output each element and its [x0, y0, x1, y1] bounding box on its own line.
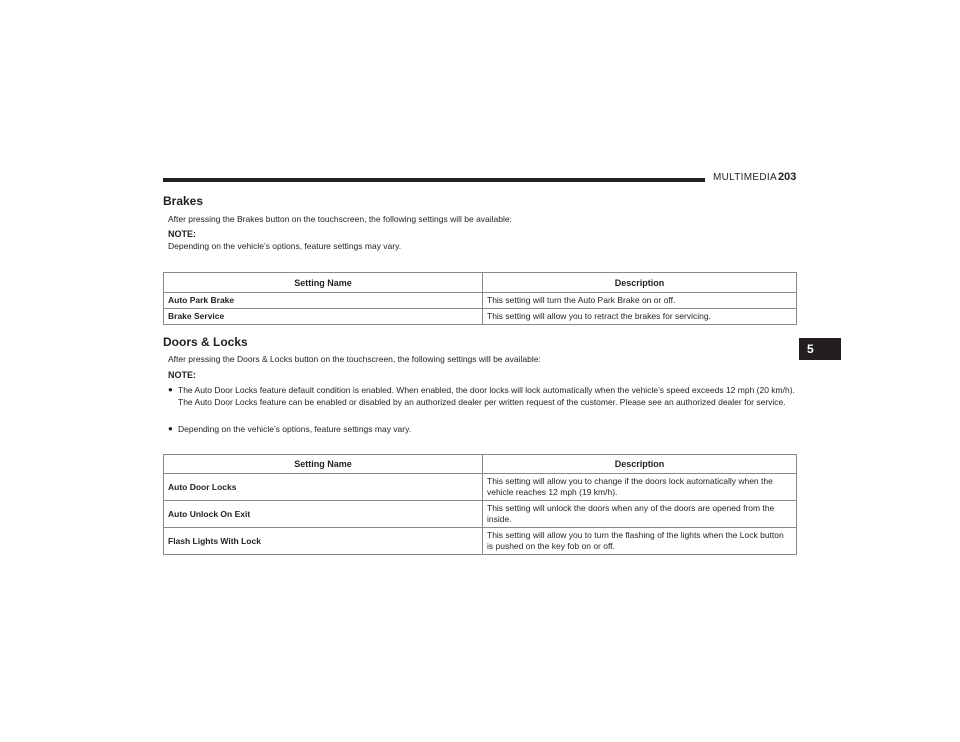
doors-locks-heading: Doors & Locks	[163, 335, 248, 349]
setting-name-cell: Auto Park Brake	[164, 293, 483, 309]
brakes-heading: Brakes	[163, 194, 204, 208]
setting-description-cell: This setting will allow you to change if the doors lock automatically when the vehicle reaches 12 mph (19 km/h).	[483, 474, 797, 501]
table-row	[164, 501, 797, 528]
setting-description-cell: This setting will allow you to retract the brakes for servicing.	[483, 309, 797, 325]
column-header-description: Description	[483, 273, 797, 293]
list-item	[168, 423, 798, 435]
doors-locks-note-label: NOTE:	[168, 370, 196, 380]
brakes-note-text: Depending on the vehicle’s options, feature settings may vary.	[168, 241, 402, 251]
note-bullet-text: The Auto Door Locks feature default condition is enabled. When enabled, the door locks will lock automatically when the vehicle’s speed exceeds 12 mph (20 km/h). The Auto Door Locks feature can be enabled or disabled by an authorized dealer per written request of the customer. Please see an authorized dealer for service.	[178, 385, 795, 407]
setting-name-cell: Brake Service	[164, 309, 483, 325]
table-row	[164, 309, 797, 325]
setting-name-cell: Auto Door Locks	[164, 474, 483, 501]
brakes-intro: After pressing the Brakes button on the touchscreen, the following settings will be available:	[168, 214, 512, 224]
doors-locks-intro: After pressing the Doors & Locks button on the touchscreen, the following settings will be available:	[168, 354, 541, 364]
setting-name-cell: Auto Unlock On Exit	[164, 501, 483, 528]
bullet-icon: ●	[168, 424, 173, 433]
table-row	[164, 528, 797, 555]
page-number: 203	[778, 171, 797, 183]
table-header-row	[164, 455, 797, 474]
chapter-tab: 5	[799, 338, 841, 360]
setting-description-cell: This setting will turn the Auto Park Brake on or off.	[483, 293, 797, 309]
table-row	[164, 474, 797, 501]
brakes-note-label: NOTE:	[168, 229, 196, 239]
doors-locks-settings-table	[163, 454, 797, 555]
brakes-settings-table	[163, 272, 797, 325]
column-header-setting-name: Setting Name	[164, 455, 483, 474]
column-header-description: Description	[483, 455, 797, 474]
list-item	[168, 384, 798, 408]
setting-name-cell: Flash Lights With Lock	[164, 528, 483, 555]
note-bullet-text: Depending on the vehicle’s options, feature settings may vary.	[178, 424, 412, 434]
table-row	[164, 293, 797, 309]
setting-description-cell: This setting will unlock the doors when any of the doors are opened from the inside.	[483, 501, 797, 528]
column-header-setting-name: Setting Name	[164, 273, 483, 293]
header-rule	[163, 178, 705, 182]
header-section-title: MULTIMEDIA	[713, 172, 777, 183]
bullet-icon: ●	[168, 385, 173, 394]
setting-description-cell: This setting will allow you to turn the flashing of the lights when the Lock button is pushed on the key fob on or off.	[483, 528, 797, 555]
table-header-row	[164, 273, 797, 293]
